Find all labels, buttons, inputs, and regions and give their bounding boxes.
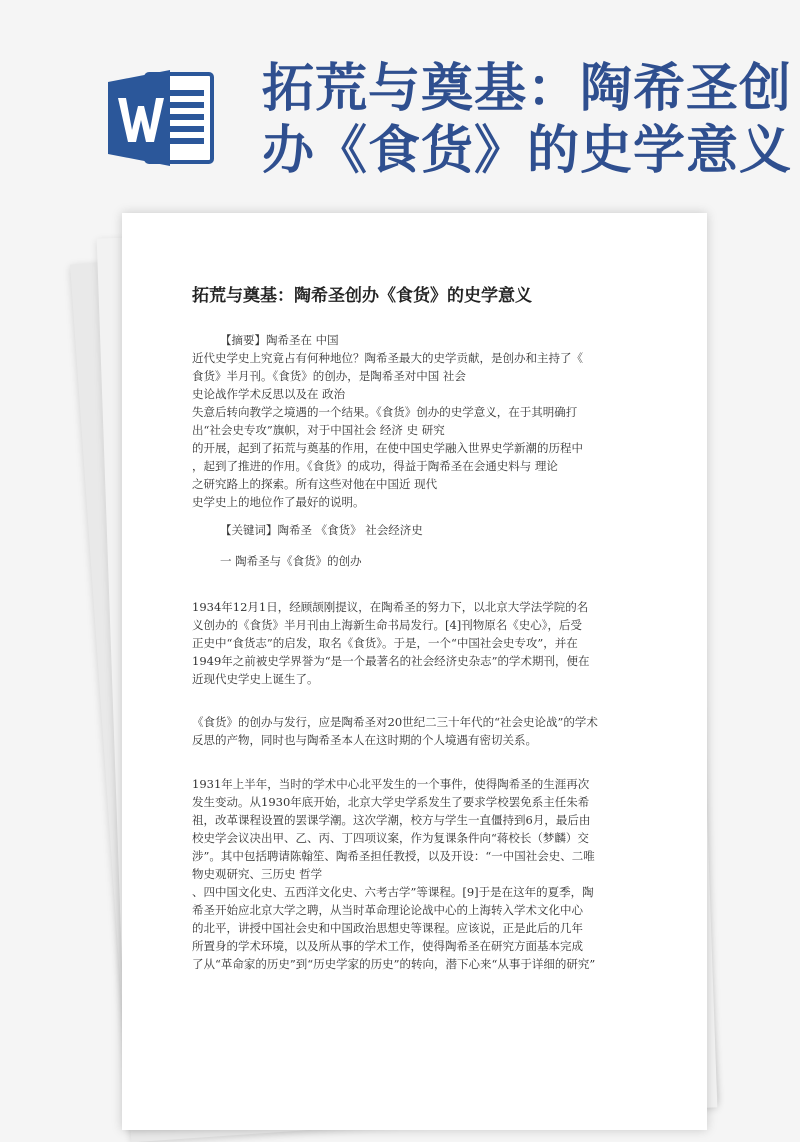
paragraph-1 [192, 598, 662, 688]
paragraph-line: 义创办的《食货》半月刊由上海新生命书局发行。[4]刊物原名《史心》，后受 [192, 618, 583, 632]
paragraph-line: 了从“革命家的历史”到“历史学家的历史”的转向，潜下心来“从事于详细的研究” [192, 957, 596, 971]
paragraph-line: 1931年上半年，当时的学术中心北平发生的一个事件，使得陶希圣的生涯再次 [192, 777, 590, 791]
paragraph-2 [192, 713, 662, 749]
paragraph-line: 发生变动。从1930年底开始，北京大学史学系发生了要求学校罢免系主任朱希 [192, 795, 590, 809]
abstract [192, 331, 662, 511]
abstract-line: 的开展，起到了拓荒与奠基的作用，在使中国史学融入世界史学新潮的历程中 [192, 441, 583, 455]
paragraph-line: 反思的产物，同时也与陶希圣本人在这时期的个人境遇有密切关系。 [192, 733, 537, 747]
paragraph-line: 希圣开始应北京大学之聘，从当时革命理论论战中心的上海转入学术文化中心 [192, 903, 583, 917]
paragraph-line: 1934年12月1日，经顾颉刚提议，在陶希圣的努力下，以北京大学法学院的名 [192, 600, 589, 614]
abstract-line: ，起到了推进的作用。《食货》的成功，得益于陶希圣在会通史料与 理论 [192, 459, 558, 473]
paragraph-line: 近现代史学史上诞生了。 [192, 672, 319, 686]
paragraph-line: 1949年之前被史学界誉为“是一个最著名的社会经济史杂志”的学术期刊，便在 [192, 654, 590, 668]
keywords: 【关键词】陶希圣 《食货》 社会经济史 [220, 523, 423, 537]
keywords-block [192, 521, 662, 539]
section-heading-block [192, 552, 662, 570]
paragraph-line: 《食货》的创办与发行，应是陶希圣对20世纪二三十年代的“社会史论战”的学术 [192, 715, 598, 729]
paragraph-line: 物史观研究、三历史 哲学 [192, 867, 323, 881]
abstract-line: 史论战作学术反思以及在 政治 [192, 387, 346, 401]
abstract-line: 食货》半月刊。《食货》的创办，是陶希圣对中国 社会 [192, 369, 466, 383]
word-logo-icon [106, 68, 216, 168]
abstract-line: 【摘要】陶希圣在 中国 [220, 333, 339, 347]
paragraph-line: 正史中“食货志”的启发，取名《食货》。于是，一个“中国社会史专攻”，并在 [192, 636, 578, 650]
paragraph-line: 校史学会议决出甲、乙、丙、丁四项议案，作为复课条件向“蒋校长（梦麟）交 [192, 831, 589, 845]
paragraph-line: 、四中国文化史、五西洋文化史、六考古学”等课程。[9]于是在这年的夏季，陶 [192, 885, 594, 899]
paragraph-line: 所置身的学术环境，以及所从事的学术工作，使得陶希圣在研究方面基本完成 [192, 939, 583, 953]
header-title-line-2: 办《食货》的史学意义 [262, 121, 793, 181]
paragraph-3 [192, 775, 662, 973]
abstract-line: 出“社会史专攻”旗帜，对于中国社会 经济 史 研究 [192, 423, 445, 437]
paragraph-line: 祖，改革课程设置的罢课学潮。这次学潮，校方与学生一直僵持到6月，最后由 [192, 813, 591, 827]
document-page [122, 213, 707, 1130]
section-heading: 一 陶希圣与《食货》的创办 [220, 554, 362, 568]
document-title: 拓荒与奠基：陶希圣创办《食货》的史学意义 [192, 286, 532, 306]
abstract-line: 近代史学史上究竟占有何种地位？陶希圣最大的史学贡献，是创办和主持了《 [192, 351, 583, 365]
header-title-line-1: 拓荒与奠基：陶希圣创 [262, 59, 793, 119]
abstract-line: 史学史上的地位作了最好的说明。 [192, 495, 365, 509]
abstract-line: 之研究路上的探索。所有这些对他在中国近 现代 [192, 477, 438, 491]
paragraph-line: 涉”。其中包括聘请陈翰笙、陶希圣担任教授，以及开设：“一中国社会史、二唯 [192, 849, 595, 863]
paragraph-line: 的北平，讲授中国社会史和中国政治思想史等课程。应该说，正是此后的几年 [192, 921, 583, 935]
abstract-line: 失意后转向教学之境遇的一个结果。《食货》创办的史学意义，在于其明确打 [192, 405, 578, 419]
header-title [262, 58, 793, 182]
